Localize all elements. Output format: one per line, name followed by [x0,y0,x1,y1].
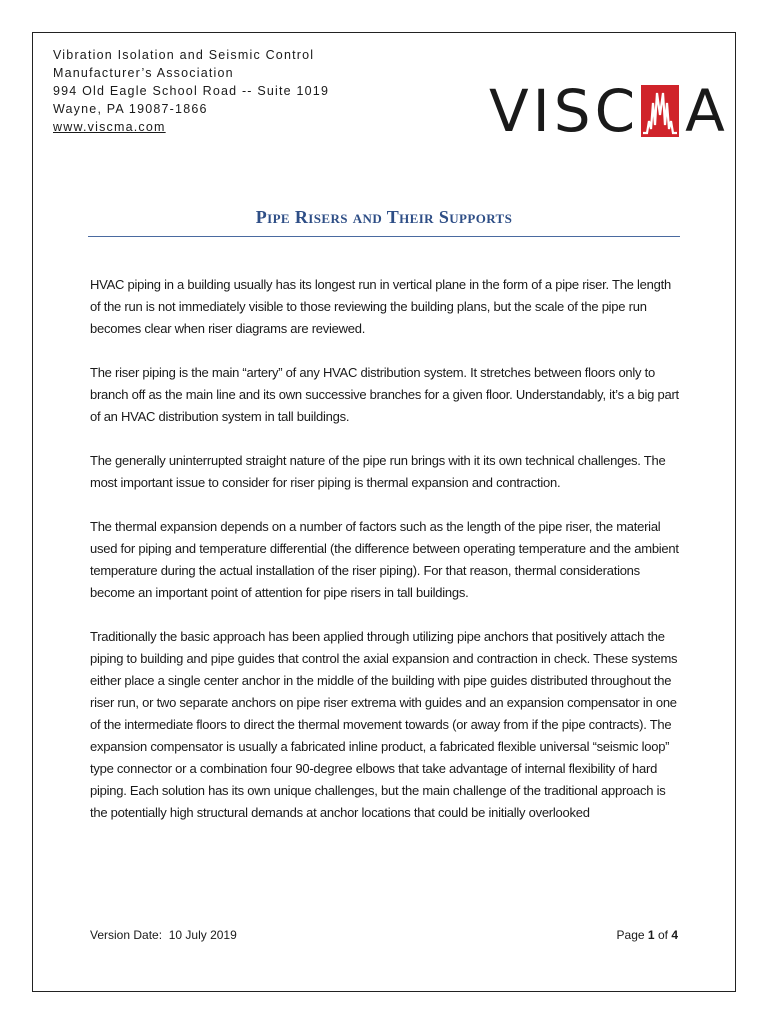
document-title: Pipe Risers and Their Supports [255,207,513,227]
address-line-2: Manufacturer’s Association [53,66,234,80]
title-divider [88,236,680,237]
page-of: of [657,928,668,942]
logo-m-waveform-icon [641,85,679,137]
paragraph-4: The thermal expansion depends on a number of factors such as the length of the pipe riser, the material used for piping and temperature differential (the difference between operating temperature and the ambient temperature during the actual installation of the riser piping). For that reason, thermal considerations become an important point of attention for pipe risers in tall buildings. [90,519,679,600]
page-word: Page [616,928,645,942]
paragraph-2: The riser piping is the main “artery” of any HVAC distribution system. It stretches between floors only to branch off as the main line and its own successive branches for a given floor. Understandably, it’s a big part of an HVAC distribution system in tall buildings. [90,365,679,424]
logo-text-right: A [685,77,729,145]
page-total: 4 [671,928,678,942]
document-body [90,274,682,846]
viscma-logo [489,77,729,145]
version-date [90,928,237,942]
organization-address [53,46,329,136]
address-line-3: 994 Old Eagle School Road -- Suite 1019 [53,84,330,98]
page-current: 1 [647,928,655,942]
version-date-value: 10 July 2019 [168,928,237,942]
paragraph-1: HVAC piping in a building usually has its longest run in vertical plane in the form of a pipe riser. The length of the run is not immediately visible to those reviewing the building plans, but the scale of the pipe run becomes clear when riser diagrams are reviewed. [90,277,671,336]
version-label: Version Date: [90,928,163,942]
address-line-1: Vibration Isolation and Seismic Control [53,48,315,62]
paragraph-5: Traditionally the basic approach has been applied through utilizing pipe anchors that positively attach the piping to building and pipe guides that control the axial expansion and contraction in check. These systems either place a single center anchor in the middle of the building with pipe guides distributed throughout the riser run, or two separate anchors on pipe riser extrema with guides and an expansion compensator in one of the intermediate floors to direct the thermal movement towards (or away from if the pipe contracts). The expansion compensator is usually a fabricated inline product, a fabricated flexible universal “seismic loop” type connector or a combination four 90-degree elbows that take advantage of internal flexibility of hard piping. Each solution has its own unique challenges, but the main challenge of the traditional approach is the potentially high structural demands at anchor locations that could be initially overlooked [90,629,678,820]
logo-text-left: VISC [489,77,640,145]
paragraph-3: The generally uninterrupted straight nature of the pipe run brings with it its own technical challenges. The most important issue to consider for riser piping is thermal expansion and contraction. [90,453,666,490]
website-link[interactable]: www.viscma.com [53,120,166,134]
page-number [617,928,678,942]
address-line-4: Wayne, PA 19087-1866 [53,102,208,116]
